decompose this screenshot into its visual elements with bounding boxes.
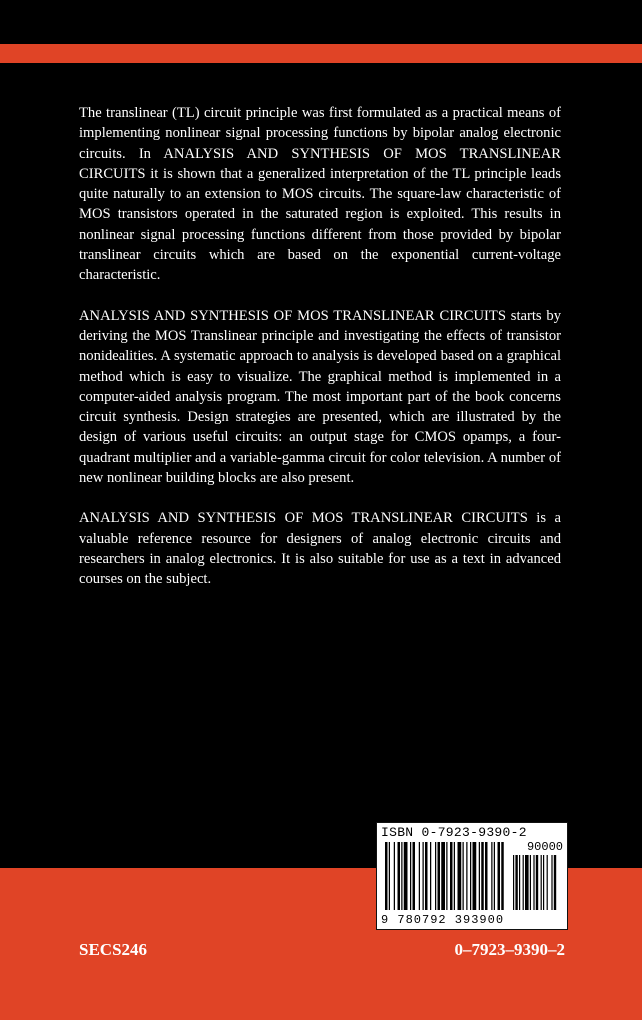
barcode-addon-bar	[543, 855, 544, 910]
top-black-band	[0, 0, 642, 44]
barcode-addon-bar	[536, 855, 538, 910]
barcode-bar	[479, 842, 480, 910]
barcode-addon-bar	[515, 855, 517, 910]
top-orange-stripe	[0, 44, 642, 63]
barcode-addon-bar	[519, 855, 520, 910]
barcode-bar	[441, 842, 445, 910]
barcode-bar	[501, 842, 504, 910]
barcode-bar	[404, 842, 408, 910]
barcode-bar	[498, 842, 501, 910]
barcode-bar	[473, 842, 477, 910]
barcode-bar	[435, 842, 436, 910]
barcode-bar	[410, 842, 411, 910]
barcode-bar	[481, 842, 484, 910]
barcode-price-code: 90000	[526, 840, 563, 854]
barcode-bar	[398, 842, 401, 910]
barcode-bar	[394, 842, 395, 910]
barcode-isbn-label: ISBN 0-7923-9390-2	[381, 825, 527, 840]
barcode-bar	[491, 842, 492, 910]
barcode-addon-bar	[541, 855, 542, 910]
blurb-paragraph-3: ANALYSIS AND SYNTHESIS OF MOS TRANSLINEAR CIRCUITS is a valuable reference resource for designers of analog electronic circuits and researchers in analog electronics. It is also suitable for use as a text in advanced courses on the subject.	[79, 510, 561, 588]
barcode-bar	[389, 842, 390, 910]
barcode-addon-bar	[533, 855, 534, 910]
barcode-addon-bar	[513, 855, 514, 910]
barcode-addon-bar	[551, 855, 552, 910]
barcode-bar	[419, 842, 420, 910]
barcode-addon-bar	[547, 855, 548, 910]
blurb-paragraph-1: The translinear (TL) circuit principle was first formulated as a practical means of implementing nonlinear signal processing functions by bipolar analog electronic circuits. In ANALYSIS AND SYNTHESIS OF MOS TRANSLINEAR CIRCUITS it is shown that a generalized interpretation of the TL principle leads quite naturally to an extension to MOS circuits. The square-law characteristic of MOS transistors operated in the saturated region is exploited. This results in nonlinear signal processing functions different from those provided by bipolar translinear circuits which are based on the exponential current-voltage characteristic.	[79, 105, 561, 284]
barcode-bar	[485, 842, 488, 910]
barcode-ean-number: 9 780792 393900	[381, 913, 505, 927]
barcode-bar	[438, 842, 441, 910]
barcode-addon-bar	[523, 855, 524, 910]
barcode-bar	[470, 842, 471, 910]
barcode-bar	[423, 842, 424, 910]
blurb-paragraph-2: ANALYSIS AND SYNTHESIS OF MOS TRANSLINEAR CIRCUITS starts by deriving the MOS Translinear principle and investigating the effects of transistor nonidealities. A systematic approach to analysis is developed based on a graphical method which is easy to visualize. The graphical method is implemented in a computer-aided analysis program. The most important part of the book concerns circuit synthesis. Design strategies are presented, which are illustrated by the design of various useful circuits: an output stage for CMOS opamps, a four-quadrant multiplier and a variable-gamma circuit for color television. A number of new nonlinear building blocks are also present.	[79, 307, 561, 487]
barcode-bar	[425, 842, 428, 910]
barcode-addon-bar	[530, 855, 531, 910]
barcode-bar	[466, 842, 467, 910]
barcode-bar	[385, 842, 388, 910]
barcode-bar	[463, 842, 464, 910]
barcode-bar	[454, 842, 455, 910]
barcode	[376, 822, 568, 930]
barcode-bar	[413, 842, 416, 910]
series-code: SECS246	[79, 940, 148, 959]
barcode-addon-bar	[554, 855, 556, 910]
barcode-bar	[450, 842, 453, 910]
barcode-bar	[430, 842, 431, 910]
barcode-addon-bar	[525, 855, 529, 910]
footer-isbn: 0–7923–9390–2	[454, 940, 565, 959]
barcode-bar	[458, 842, 462, 910]
barcode-bar	[401, 842, 402, 910]
barcode-bar	[446, 842, 447, 910]
back-cover-blurb	[79, 103, 561, 610]
barcode-bar	[494, 842, 495, 910]
